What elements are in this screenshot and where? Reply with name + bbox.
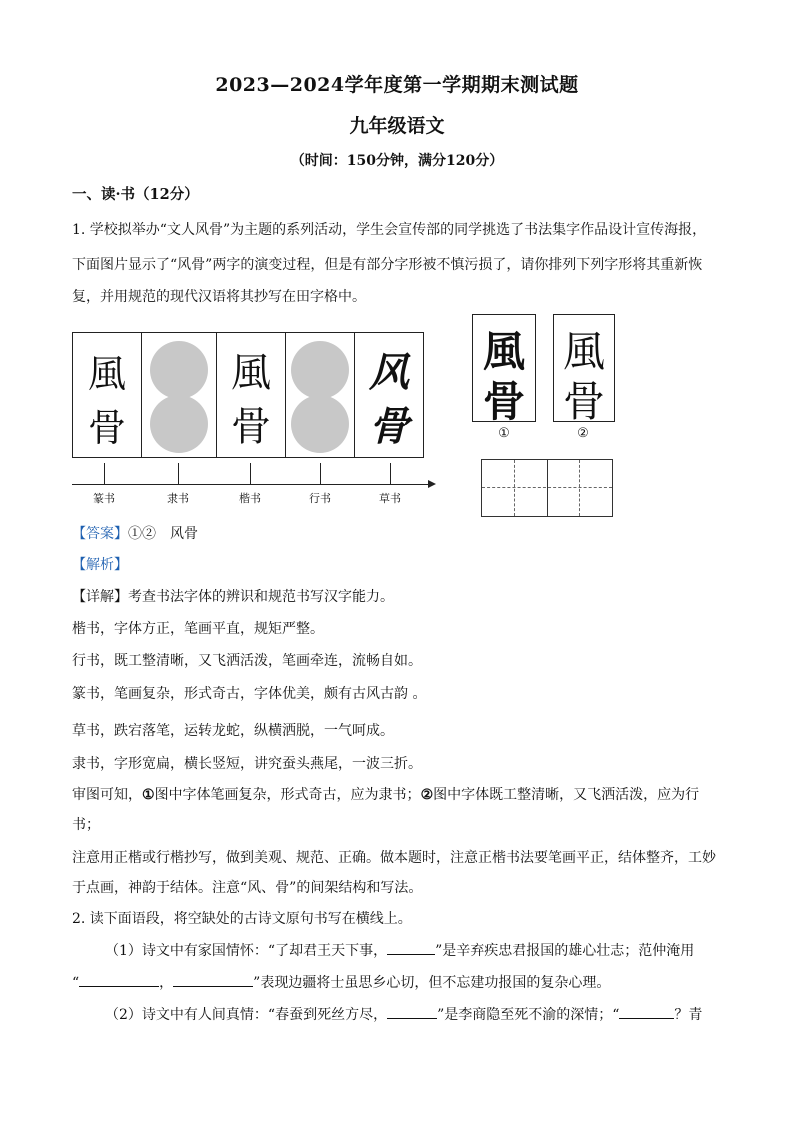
analysis-heading (72, 555, 128, 575)
circle-one: ① (142, 787, 155, 803)
section-heading: 一、读·书（12分） (72, 186, 199, 203)
q2-part2-line (105, 1004, 702, 1025)
timeline-label-clerical: 隶书 (167, 492, 189, 505)
exam-time-info: （时间：150分钟，满分120分） (290, 153, 504, 169)
conclusion-text: 图中字体笔画复杂，形式奇古，应为隶书； (154, 787, 421, 803)
q2-text: ”是辛弃疾忠君报国的雄心壮志；范仲淹用 (435, 943, 695, 959)
q2-text: （2）诗文中有人间真情：“春蚕到死丝方尽， (105, 1007, 388, 1023)
option2-label: ② (577, 426, 589, 441)
analysis-note-2: 于点画，神韵于结体。注意“风、骨”的间架结构和写法。 (72, 880, 423, 896)
timeline-tick (178, 463, 179, 484)
timeline-axis (72, 484, 430, 485)
answer-line (72, 524, 198, 544)
analysis-label: 【解析】 (72, 557, 128, 573)
cursive-char-feng: 风 (369, 349, 409, 396)
regular-char-feng: 風 (231, 350, 271, 396)
detail-text: 考查书法字体的辨识和规范书写汉字能力。 (128, 589, 394, 605)
option-box-2 (553, 314, 615, 426)
detail-label: 【详解】 (72, 589, 128, 605)
q1-line-1: 1. 学校拟举办“文人风骨”为主题的系列活动，学生会宣传部的同学挑选了书法集字作品设计宣传海报， (72, 222, 707, 238)
detail-line (72, 587, 394, 607)
answer-label: 【答案】 (72, 526, 128, 542)
q2-text: ”表现边疆将士虽思乡心切，但不忘建功报国的复杂心理。 (253, 975, 611, 991)
analysis-conclusion (72, 785, 699, 805)
timeline-label-running: 行书 (309, 492, 331, 505)
conclusion-text: 图中字体既工整清晰，又飞洒活泼，应为行 (433, 787, 700, 803)
timeline-tick (104, 463, 105, 484)
analysis-note-1: 注意用正楷或行楷抄写，做到美观、规范、正确。做本题时，注意正楷书法要笔画平正，结体整齐，工妙 (72, 850, 716, 866)
exam-title: 2023—2024学年度第一学期期末测试题 (215, 74, 579, 96)
fill-blank[interactable] (79, 972, 159, 987)
fill-blank[interactable] (173, 972, 253, 987)
option1-label: ① (498, 426, 510, 441)
q2-text: ， (159, 975, 174, 991)
q2-text: ？青 (674, 1007, 703, 1023)
option2-char-bottom: 骨 (562, 377, 605, 426)
smudge-mark (150, 395, 208, 453)
timeline-arrow-icon (428, 480, 436, 488)
timeline-tick (390, 463, 391, 484)
grid-divider (547, 460, 548, 516)
analysis-line-running: 行书，既工整清晰，又飞洒活泼，笔画牵连，流畅自如。 (72, 653, 422, 669)
smudge-mark (291, 395, 349, 453)
conclusion-text: 审图可知， (72, 787, 142, 803)
fill-blank[interactable] (387, 1004, 437, 1019)
q2-part1-line-2 (72, 972, 610, 993)
analysis-line-seal: 篆书，笔画复杂，形式奇古，字体优美，颇有古风古韵 。 (72, 686, 427, 702)
circle-two: ② (420, 787, 434, 803)
exam-subtitle: 九年级语文 (349, 115, 445, 137)
option-box-1 (472, 314, 536, 426)
timeline-tick (250, 463, 251, 484)
cell-clerical-smudged (142, 333, 217, 457)
cell-regular-script (217, 333, 286, 457)
q1-line-2: 下面图片显示了“风骨”两字的演变过程，但是有部分字形被不慎污损了，请你排列下列字形将其重新恢 (72, 257, 703, 273)
grid-guide (482, 487, 612, 488)
option2-char-top: 風 (562, 327, 605, 376)
q2-text: ”是李商隐至死不渝的深情；“ (437, 1007, 620, 1023)
smudge-mark (150, 341, 208, 399)
grid-guide (579, 460, 580, 516)
q1-line-3: 复，并用规范的现代汉语将其抄写在田字格中。 (72, 289, 366, 305)
regular-char-gu: 骨 (231, 404, 271, 450)
analysis-line-cursive: 草书，跌宕落笔，运转龙蛇，纵横洒脱，一气呵成。 (72, 723, 394, 739)
cell-cursive-script (355, 333, 423, 457)
option1-char-bottom: 骨 (482, 377, 525, 426)
timeline-label-seal: 篆书 (93, 492, 115, 505)
fill-blank[interactable] (619, 1004, 674, 1019)
grid-guide (514, 460, 515, 516)
calligraphy-strip (72, 332, 424, 458)
cell-seal-script (73, 333, 142, 457)
timeline-label-cursive: 草书 (379, 492, 401, 505)
cell-running-smudged (286, 333, 355, 457)
q2-part1-line (105, 940, 694, 961)
timeline-tick (320, 463, 321, 484)
q2-text: “ (72, 975, 80, 991)
analysis-conclusion-end: 书； (72, 817, 100, 833)
seal-char-feng: 風 (87, 352, 126, 396)
fill-blank[interactable] (387, 940, 435, 955)
cursive-char-gu: 骨 (369, 403, 409, 450)
option1-char-top: 風 (482, 327, 525, 376)
analysis-line-regular: 楷书，字体方正，笔画平直，规矩严整。 (72, 621, 324, 637)
seal-char-gu: 骨 (87, 406, 126, 450)
q2-text: （1）诗文中有家国情怀：“了却君王天下事， (105, 943, 388, 959)
timeline-label-regular: 楷书 (239, 492, 261, 505)
tianzige-writing-grid[interactable] (481, 459, 613, 517)
answer-text: ①② 风骨 (128, 526, 198, 542)
smudge-mark (291, 341, 349, 399)
analysis-line-clerical: 隶书，字形宽扁，横长竖短，讲究蚕头燕尾，一波三折。 (72, 756, 422, 772)
q2-intro: 2. 读下面语段，将空缺处的古诗文原句书写在横线上。 (72, 911, 412, 927)
